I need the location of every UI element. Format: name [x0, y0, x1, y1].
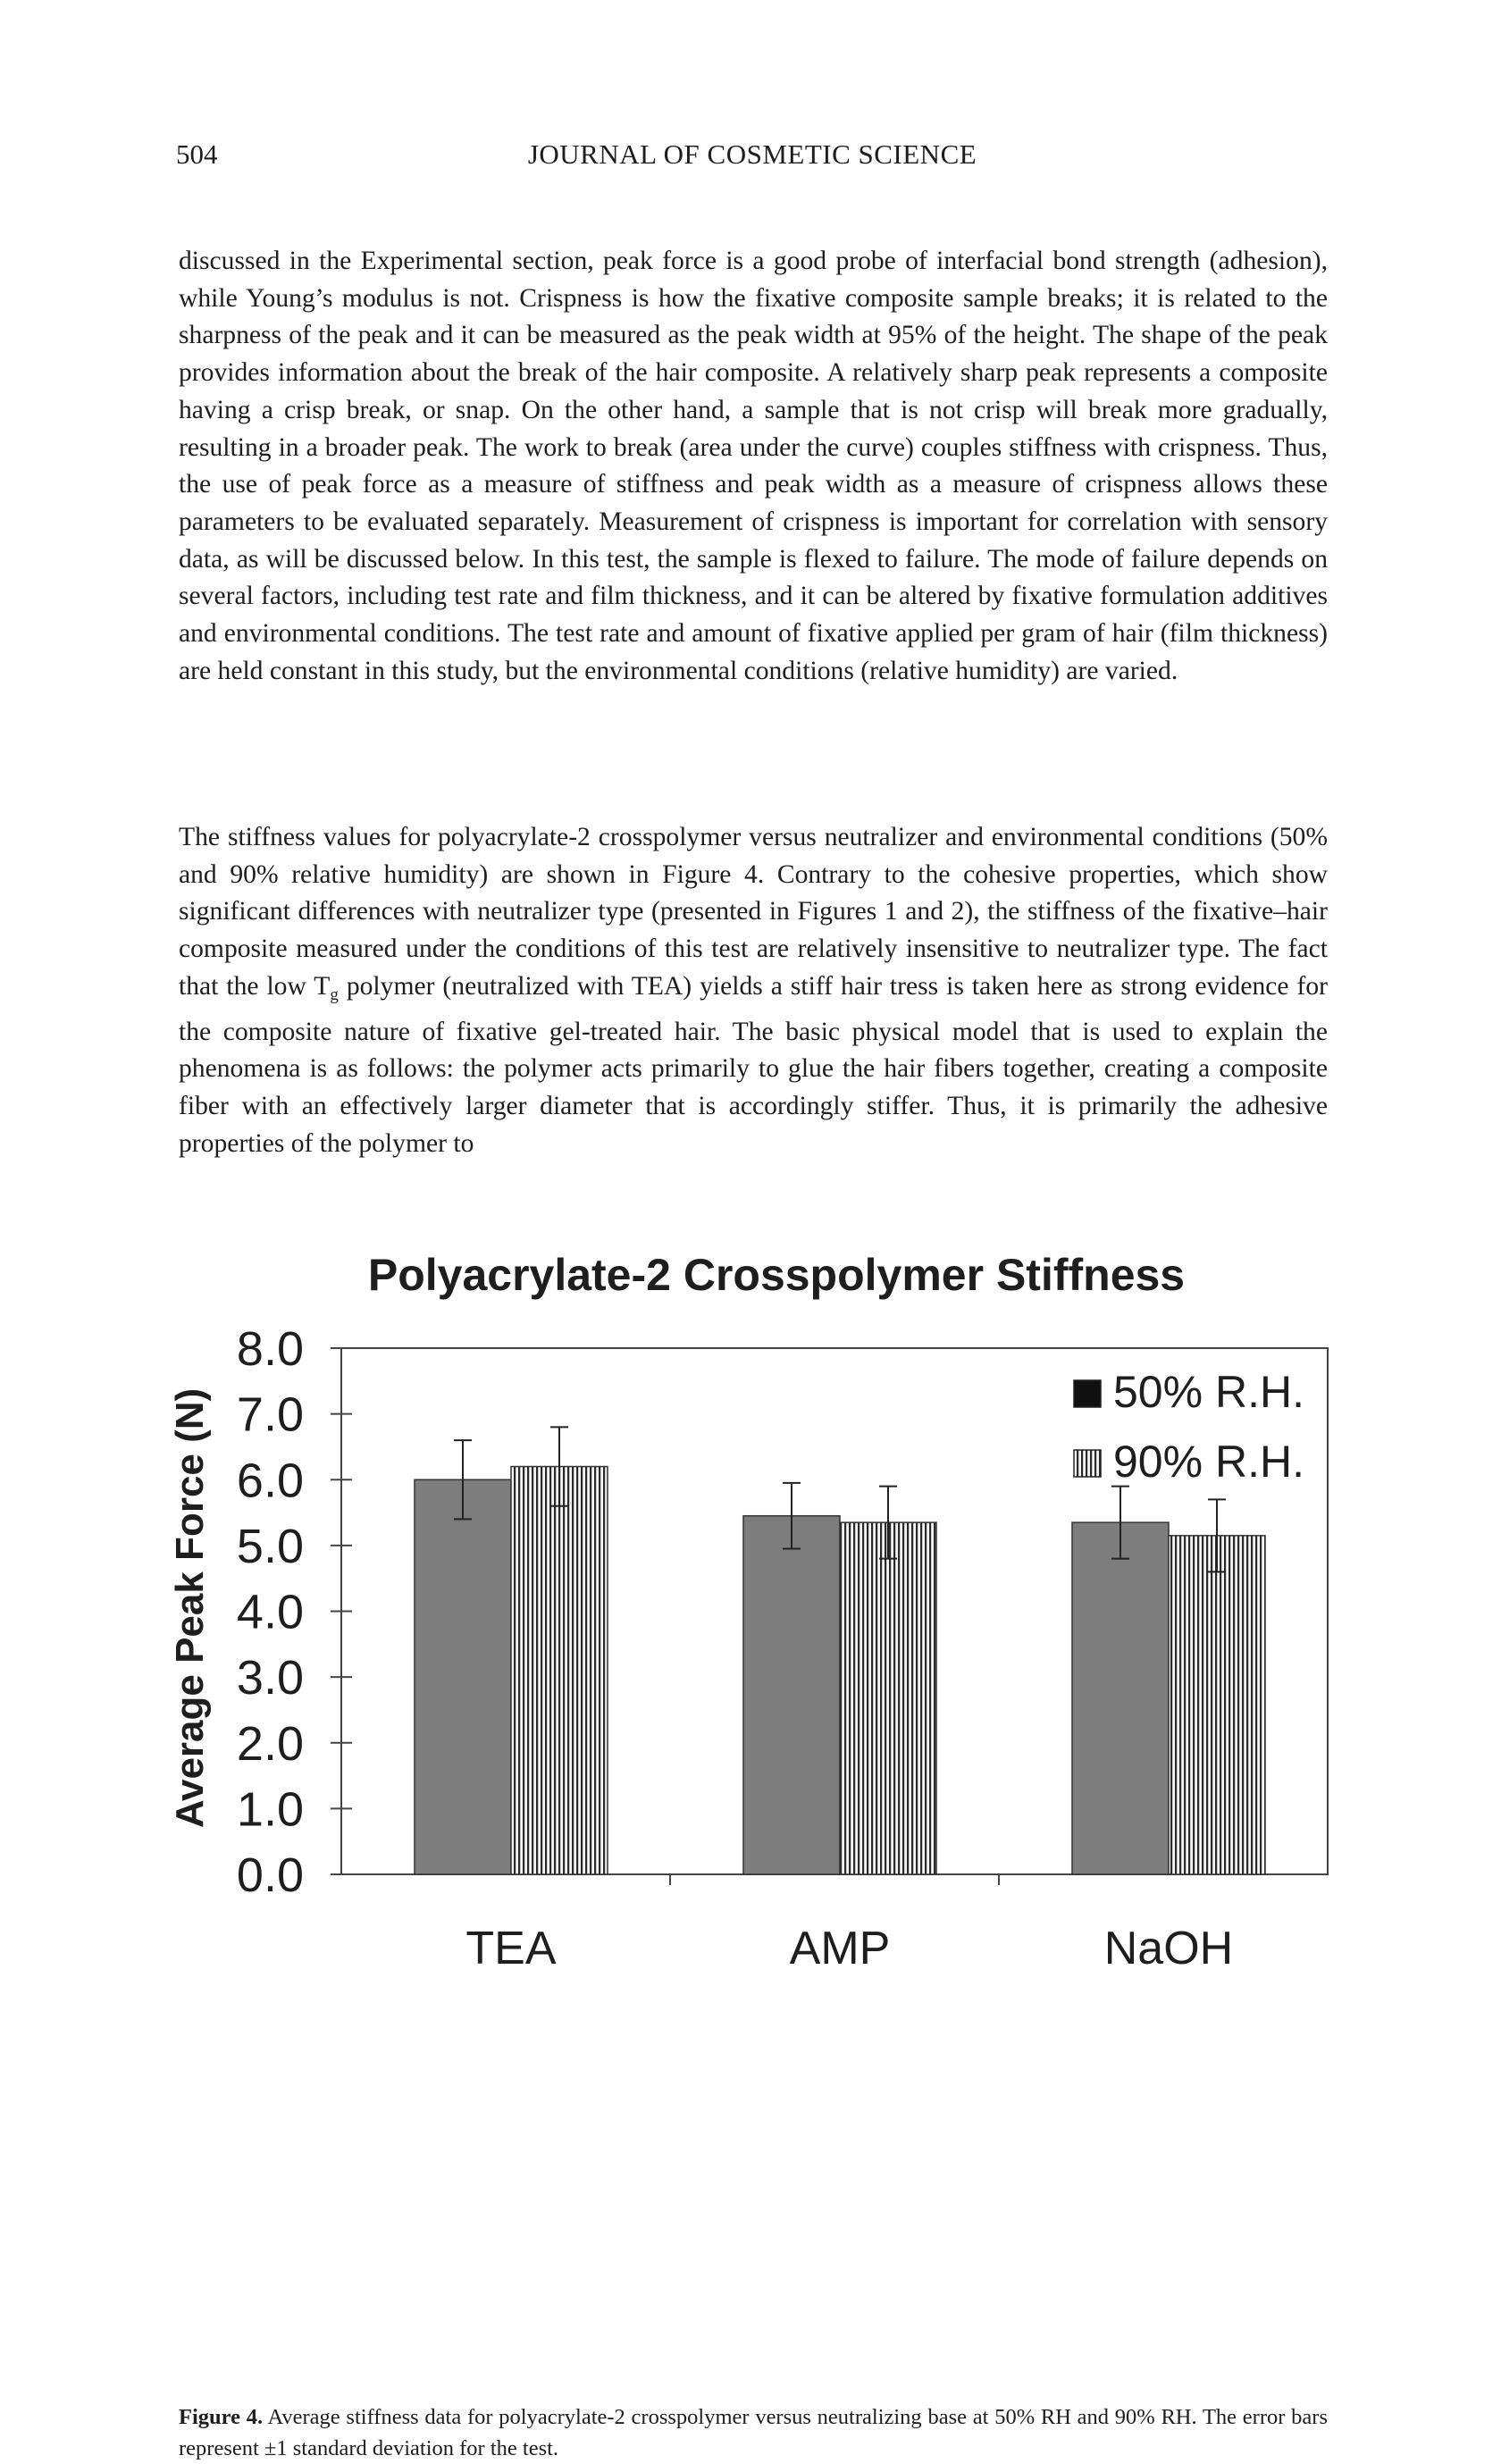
y-tick-label: 5.0: [236, 1519, 304, 1573]
y-tick-label: 6.0: [236, 1454, 304, 1508]
bar-amp-50rh: [743, 1516, 840, 1874]
y-tick-label: 4.0: [236, 1585, 304, 1639]
bar-tea-50rh: [415, 1479, 511, 1874]
legend-label: 50% R.H.: [1113, 1367, 1304, 1417]
chart-title: Polyacrylate-2 Crosspolymer Stiffness: [367, 1250, 1186, 1300]
legend-swatch: [1074, 1450, 1101, 1477]
bar-tea-90rh: [511, 1467, 608, 1874]
paragraph-2-text-start: The stiffness values for polyacrylate-2 crosspolymer versus neutralizer and environmental conditions (50% and 90% relative humidity) are shown in Figure 4. Contrary to the cohesive properties, which show significant differences with neutralizer type (presented in Figures 1 and 2), the stiffness of the fixative–hair composite measured under the conditions of this test are relatively insensitive to neutralizer type. The fact that the low T: [179, 823, 1328, 1001]
paragraph-2-text-end: polymer (neutralized with TEA) yields a stiff hair tress is taken here as strong evidence for the composite nature of fixative gel-treated hair. The basic physical model that is used to explain the phenomena is as follows: the polymer acts primarily to glue the hair fibers together, creating a composite fiber with an effectively larger diameter that is accordingly stiffer. Thus, it is primarily the adhesive properties of the polymer to: [179, 971, 1328, 1158]
x-category-label: NaOH: [1103, 1923, 1234, 1974]
bar-naoh-90rh: [1169, 1536, 1265, 1874]
bar-amp-90rh: [840, 1522, 936, 1874]
figure-label: Figure 4.: [179, 2405, 264, 2429]
figure-caption: [179, 2401, 1328, 2464]
x-category-label: TEA: [465, 1923, 557, 1974]
y-tick-label: 2.0: [236, 1716, 304, 1771]
legend-label: 90% R.H.: [1113, 1437, 1304, 1487]
y-tick-label: 1.0: [236, 1782, 304, 1837]
page-number: 504: [176, 138, 218, 170]
y-tick-label: 8.0: [236, 1322, 304, 1376]
y-axis-label: Average Peak Force (N): [168, 1387, 212, 1829]
bar-naoh-50rh: [1072, 1522, 1169, 1874]
body-paragraph-1: discussed in the Experimental section, peak force is a good probe of interfacial bond strength (adhesion), while Young’s modulus is not. Crispness is how the fixative composite sample breaks; it is related to the sharpness of the peak and it can be measured as the peak width at 95% of the height. The shape of the peak provides information about the break of the hair composite. A relatively sharp peak represents a composite having a crisp break, or snap. On the other hand, a sample that is not crisp will break more gradually, resulting in a broader peak. The work to break (area under the curve) couples stiffness with crispness. Thus, the use of peak force as a measure of stiffness and peak width as a measure of crispness allows these parameters to be evaluated separately. Measurement of crispness is important for correlation with sensory data, as will be discussed below. In this test, the sample is flexed to failure. The mode of failure depends on several factors, including test rate and film thickness, and it can be altered by fixative formulation additives and environmental conditions. The test rate and amount of fixative applied per gram of hair (film thickness) are held constant in this study, but the environmental conditions (relative humidity) are varied.: [179, 247, 1328, 685]
legend-swatch: [1074, 1380, 1101, 1407]
y-tick-label: 7.0: [236, 1387, 304, 1442]
y-tick-label: 0.0: [236, 1848, 304, 1902]
chart-legend: [1069, 1359, 1326, 1487]
x-category-label: AMP: [789, 1923, 891, 1974]
y-tick-label: 3.0: [236, 1651, 304, 1706]
figure-caption-text: Average stiffness data for polyacrylate-2 crosspolymer versus neutralizing base at 50% RH and 90% RH. The error bars represent ±1 standard deviation for the test.: [179, 2405, 1328, 2460]
tg-subscript: g: [330, 985, 339, 1004]
journal-title: JOURNAL OF COSMETIC SCIENCE: [527, 138, 977, 170]
